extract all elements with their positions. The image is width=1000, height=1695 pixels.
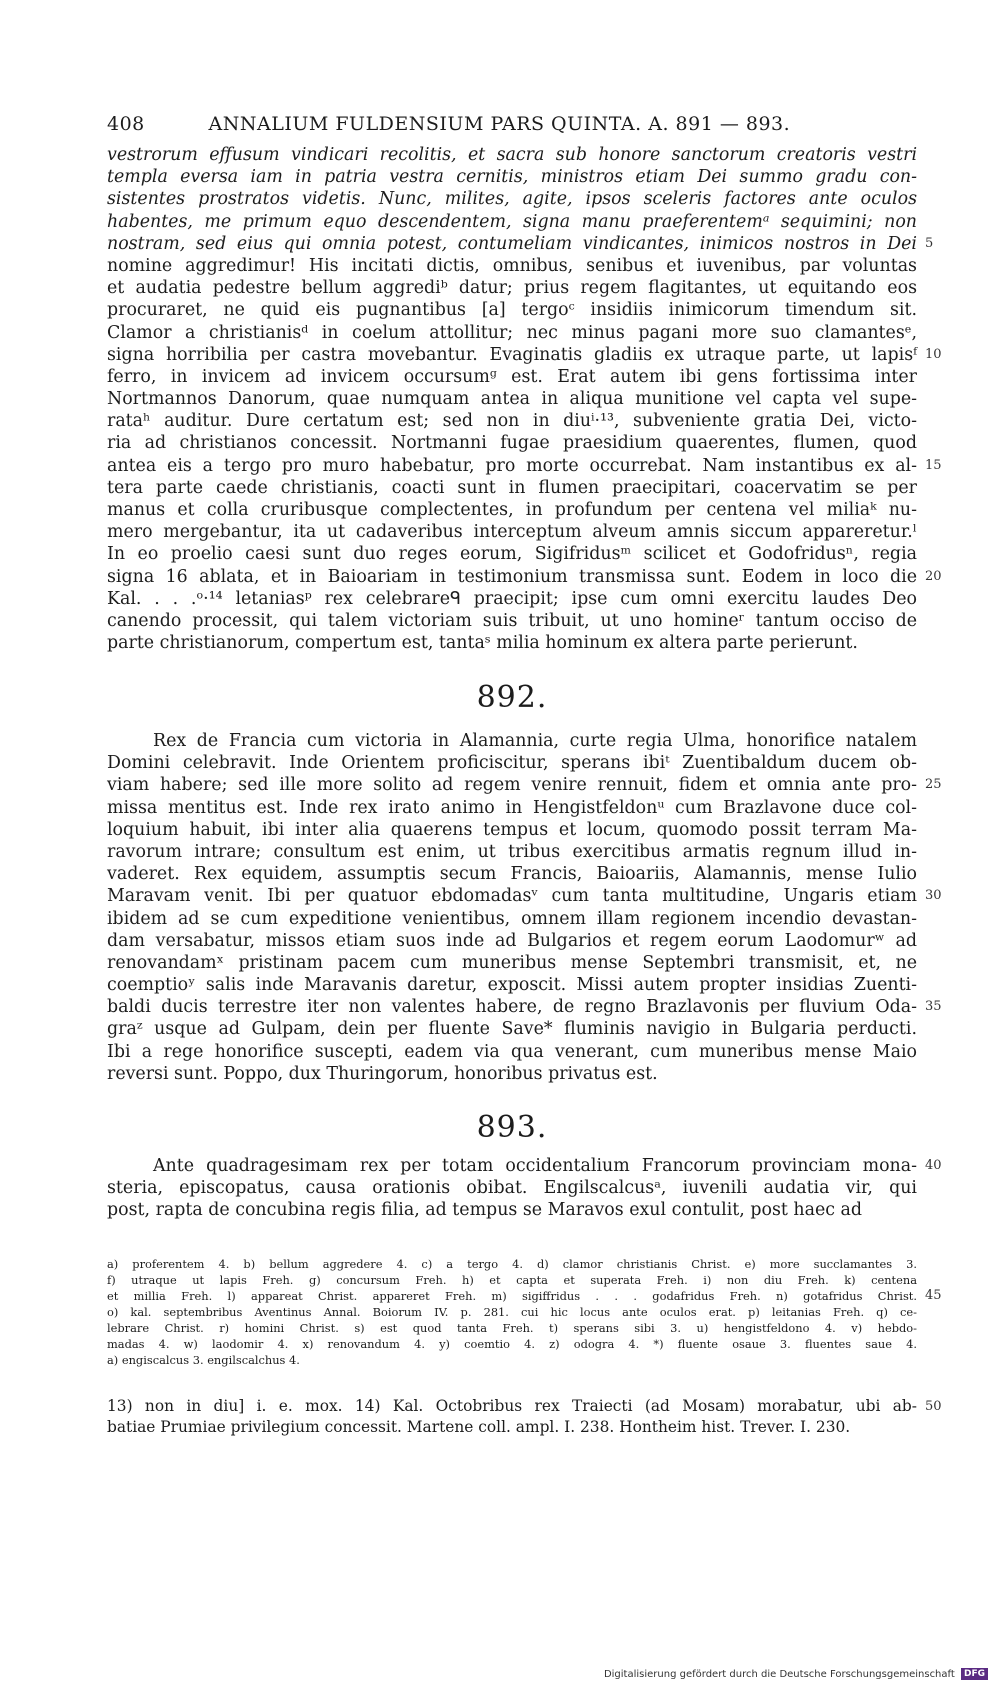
text-line xyxy=(107,255,917,277)
line-text: Rex de Francia cum victoria in Alamannia, curte regia Ulma, honorifice natalem xyxy=(153,731,917,751)
text-line xyxy=(107,344,942,366)
line-number: 5 xyxy=(925,235,934,251)
line-text: habentes, me primum equo descendentem, signa manu praeferentemᵃ sequimini; non xyxy=(107,211,917,232)
line-text: post, rapta de concubina regis filia, ad tempus se Maravos exul contulit, post haec ad xyxy=(107,1200,863,1221)
text-line xyxy=(107,233,934,255)
text-line xyxy=(107,477,917,499)
year-heading-892: 892. xyxy=(476,680,548,715)
line-text: rataʰ auditur. Dure certatum est; sed non in diuⁱ·¹³, subveniente gratia Dei, victo- xyxy=(107,411,917,432)
page-number: 408 xyxy=(107,113,145,135)
line-number: 15 xyxy=(925,457,942,473)
line-number: 50 xyxy=(925,1399,942,1414)
line-number: 40 xyxy=(925,1158,942,1173)
text-line xyxy=(107,774,942,796)
text-line xyxy=(107,410,917,432)
line-text: ferro, in invicem ad invicem occursumᵍ est. Erat autem ibi gens fortissima inter xyxy=(107,366,917,387)
section-892-text xyxy=(107,730,942,1085)
line-text: Nortmannos Danorum, quae numquam antea in aliqua munitione vel capta vel supe- xyxy=(107,389,917,410)
line-text: renovandamˣ pristinam pacem cum muneribus mense Septembri transmisit, et, ne xyxy=(107,952,917,973)
text-line xyxy=(107,188,917,210)
line-text: parte christianorum, compertum est, tantaˢ milia hominum ex altera parte perierunt. xyxy=(107,633,858,654)
line-text: o) kal. septembribus Aventinus Annal. Boiorum IV. p. 281. cui hic locus ante oculos erat. p) leitanias Freh. q) ce- xyxy=(107,1305,917,1319)
line-number: 45 xyxy=(925,1288,942,1303)
text-line xyxy=(107,366,917,388)
text-line xyxy=(107,1272,917,1288)
line-text: et millia Freh. l) appareat Christ. appareret Freh. m) sigiffridus . . . godafridus Freh. n) gotafridus Christ. xyxy=(107,1289,917,1303)
text-line xyxy=(107,1041,917,1063)
text-line xyxy=(107,1417,917,1438)
line-number: 30 xyxy=(925,888,942,904)
line-text: vestrorum effusum vindicari recolitis, et sacra sub honore sanctorum creatoris vestri xyxy=(107,145,917,165)
section-891-text xyxy=(107,144,942,654)
text-line xyxy=(107,1256,917,1272)
text-line xyxy=(107,566,942,588)
line-number: 20 xyxy=(925,568,942,584)
line-text: et audatia pedestre bellum aggrediᵇ datur; prius regem flagitantes, ut equitando eos xyxy=(107,278,917,299)
line-text: 13) non in diu] i. e. mox. 14) Kal. Octobribus rex Traiecti (ad Mosam) morabatur, ubi ab- xyxy=(107,1397,917,1415)
header-title: ANNALIUM FULDENSIUM PARS QUINTA. xyxy=(208,113,642,135)
text-line xyxy=(107,521,917,543)
line-text: tera parte caede christianis, coacti sunt in flumen praecipitari, coacervatim se per xyxy=(107,477,917,498)
text-line xyxy=(107,632,917,654)
line-text: antea eis a tergo pro muro habebatur, pro morte occurrebat. Nam instantibus ex al- xyxy=(107,455,917,476)
text-line xyxy=(107,277,917,299)
line-text: signa 16 ablata, et in Baioariam in testimonium transmissa sunt. Eodem in loco die xyxy=(107,566,917,587)
text-line xyxy=(107,1199,917,1221)
line-text: ibidem ad se cum expeditione venientibus, omnem illam regionem incendio devastan- xyxy=(107,908,917,929)
line-text: viam habere; sed ille more solito ad regem venire rennuit, fidem et omnia ante pro- xyxy=(107,775,917,796)
text-line xyxy=(107,841,917,863)
line-text: sistentes prostratos videtis. Nunc, milites, agite, ipsos sceleris factores ante oculos xyxy=(107,189,917,210)
year-heading-893: 893. xyxy=(476,1110,548,1145)
line-text: dam versabatur, missos etiam suos inde ad Bulgarios et regem eorum Laodomurʷ ad xyxy=(107,930,917,951)
line-text: canendo processit, qui talem victoriam suis tribuit, ut uno homineʳ tantum occiso de xyxy=(107,610,917,631)
line-text: signa horribilia per castra movebantur. Evaginatis gladiis ex utraque parte, ut lapisᶠ xyxy=(107,344,917,365)
text-line xyxy=(107,1396,942,1417)
critical-apparatus xyxy=(107,1256,942,1368)
line-text: mero mergebantur, ita ut cadaveribus interceptum alveum amnis siccum appareretur.ˡ xyxy=(107,522,917,543)
line-text: manus et colla cruribusque complectentes, in profundum per centena vel miliaᵏ nu- xyxy=(107,500,917,520)
line-text: Maravam venit. Ibi per quatuor ebdomadasᵛ cum tanta multitudine, Ungaris etiam xyxy=(107,886,917,907)
text-line xyxy=(107,819,917,841)
line-text: coemptioʸ salis inde Maravanis daretur, exposcit. Missi autem propter insidias Zuenti- xyxy=(107,975,917,996)
text-line xyxy=(107,211,917,233)
text-line xyxy=(107,863,917,885)
text-line xyxy=(107,144,917,166)
line-text: In eo proelio caesi sunt duo reges eorum, Sigifridusᵐ scilicet et Godofridusⁿ, regia xyxy=(107,544,917,565)
line-text: a) engiscalcus 3. engilscalchus 4. xyxy=(107,1353,300,1367)
line-text: missa mentitus est. Inde rex irato animo in Hengistfeldonᵘ cum Brazlavone duce col- xyxy=(107,797,917,818)
line-text: templa eversa iam in patria vestra cernitis, ministros etiam Dei summo gradu con- xyxy=(107,167,917,188)
line-text: procuraret, ne quid eis pugnantibus [a] tergoᶜ insidiis inimicorum timendum sit. xyxy=(107,300,917,321)
line-text: reversi sunt. Poppo, dux Thuringorum, honoribus privatus est. xyxy=(107,1063,658,1084)
text-line xyxy=(107,543,917,565)
line-text: Kal. . . .ᵒ·¹⁴ letaniasᵖ rex celebrareᑫ praecipit; ipse cum omni exercitu laudes Deo xyxy=(107,588,917,609)
text-line xyxy=(107,588,917,610)
text-line xyxy=(107,885,942,907)
text-line xyxy=(107,996,942,1018)
line-text: loquium habuit, ibi inter alia quaerens tempus et locum, quomodo possit terram Ma- xyxy=(107,819,917,840)
header-years: A. 891 — 893. xyxy=(648,113,791,135)
line-text: nostram, sed eius qui omnia potest, contumeliam vindicantes, inimicos nostros in Dei xyxy=(107,233,917,254)
text-line xyxy=(107,388,917,410)
footer-text: Digitalisierung gefördert durch die Deutsche Forschungsgemeinschaft xyxy=(603,1669,955,1680)
text-line xyxy=(107,752,917,774)
text-line xyxy=(107,610,917,632)
line-text: lebrare Christ. r) homini Christ. s) est quod tanta Freh. t) sperans sibi 3. u) hengistfeldono 4. v) hebdo- xyxy=(107,1321,917,1335)
text-line xyxy=(107,322,917,344)
text-line xyxy=(107,797,917,819)
text-line xyxy=(107,1177,917,1199)
text-line xyxy=(107,1304,917,1320)
line-number: 35 xyxy=(925,999,942,1015)
line-text: Domini celebravit. Inde Orientem proficiscitur, sperans ibiᵗ Zuentibaldum ducem ob- xyxy=(107,753,917,774)
text-line xyxy=(107,1352,917,1368)
text-line xyxy=(107,908,917,930)
line-text: Ibi a rege honorifice suscepti, eadem via qua venerant, cum muneribus mense Maio xyxy=(107,1041,917,1062)
line-text: madas 4. w) laodomir 4. x) renovandum 4. y) coemtio 4. z) odogra 4. *) fluente osaue 3. fluentes saue 4. xyxy=(107,1337,917,1351)
section-893-text xyxy=(107,1155,942,1222)
text-line xyxy=(107,730,917,752)
line-text: ravorum intrare; consultum est enim, ut tribus exercitibus armatis regnum illud in- xyxy=(107,841,917,862)
text-line xyxy=(107,1320,917,1336)
text-line xyxy=(107,974,917,996)
text-line xyxy=(107,1155,942,1177)
text-line xyxy=(107,455,942,477)
digitization-footer xyxy=(604,1668,988,1680)
explanatory-notes xyxy=(107,1396,942,1438)
line-text: steria, episcopatus, causa orationis obibat. Engilscalcusᵃ, iuvenili audatia vir, qui xyxy=(107,1178,917,1199)
text-line xyxy=(107,1288,942,1304)
line-number: 25 xyxy=(925,777,942,793)
text-line xyxy=(107,1336,917,1352)
line-text: batiae Prumiae privilegium concessit. Martene coll. ampl. I. 238. Hontheim hist. Trever. I. 230. xyxy=(107,1418,851,1436)
line-text: baldi ducis terrestre iter non valentes habere, de regno Brazlavonis per fluvium Oda- xyxy=(107,997,917,1018)
text-line xyxy=(107,930,917,952)
text-line xyxy=(107,166,917,188)
line-text: graᶻ usque ad Gulpam, dein per fluente Save* fluminis navigio in Bulgaria perducti. xyxy=(107,1019,917,1040)
dfg-logo: DFG xyxy=(961,1668,988,1680)
line-text: f) utraque ut lapis Freh. g) concursum Freh. h) et capta et superata Freh. i) non diu Freh. k) centena xyxy=(107,1273,917,1287)
line-number: 10 xyxy=(925,346,942,362)
line-text: nomine aggredimur! His incitati dictis, omnibus, senibus et iuvenibus, par voluntas xyxy=(107,255,917,276)
line-text: ria ad christianos concessit. Nortmanni fugae praesidium quaerentes, flumen, quod xyxy=(107,433,917,454)
text-line xyxy=(107,299,917,321)
line-text: Clamor a christianisᵈ in coelum attollitur; nec minus pagani more suo clamantesᵉ, xyxy=(107,322,917,343)
line-text: Ante quadragesimam rex per totam occidentalium Francorum provinciam mona- xyxy=(153,1156,917,1176)
line-text: vaderet. Rex equidem, assumptis secum Francis, Baioariis, Alamannis, mense Iulio xyxy=(107,864,917,885)
text-line xyxy=(107,432,917,454)
text-line xyxy=(107,952,917,974)
line-text: a) proferentem 4. b) bellum aggredere 4. c) a tergo 4. d) clamor christianis Christ. e) more succlamantes 3. xyxy=(107,1257,917,1271)
text-line xyxy=(107,1063,917,1085)
text-line xyxy=(107,1018,917,1040)
text-line xyxy=(107,499,917,521)
running-header xyxy=(107,113,807,135)
